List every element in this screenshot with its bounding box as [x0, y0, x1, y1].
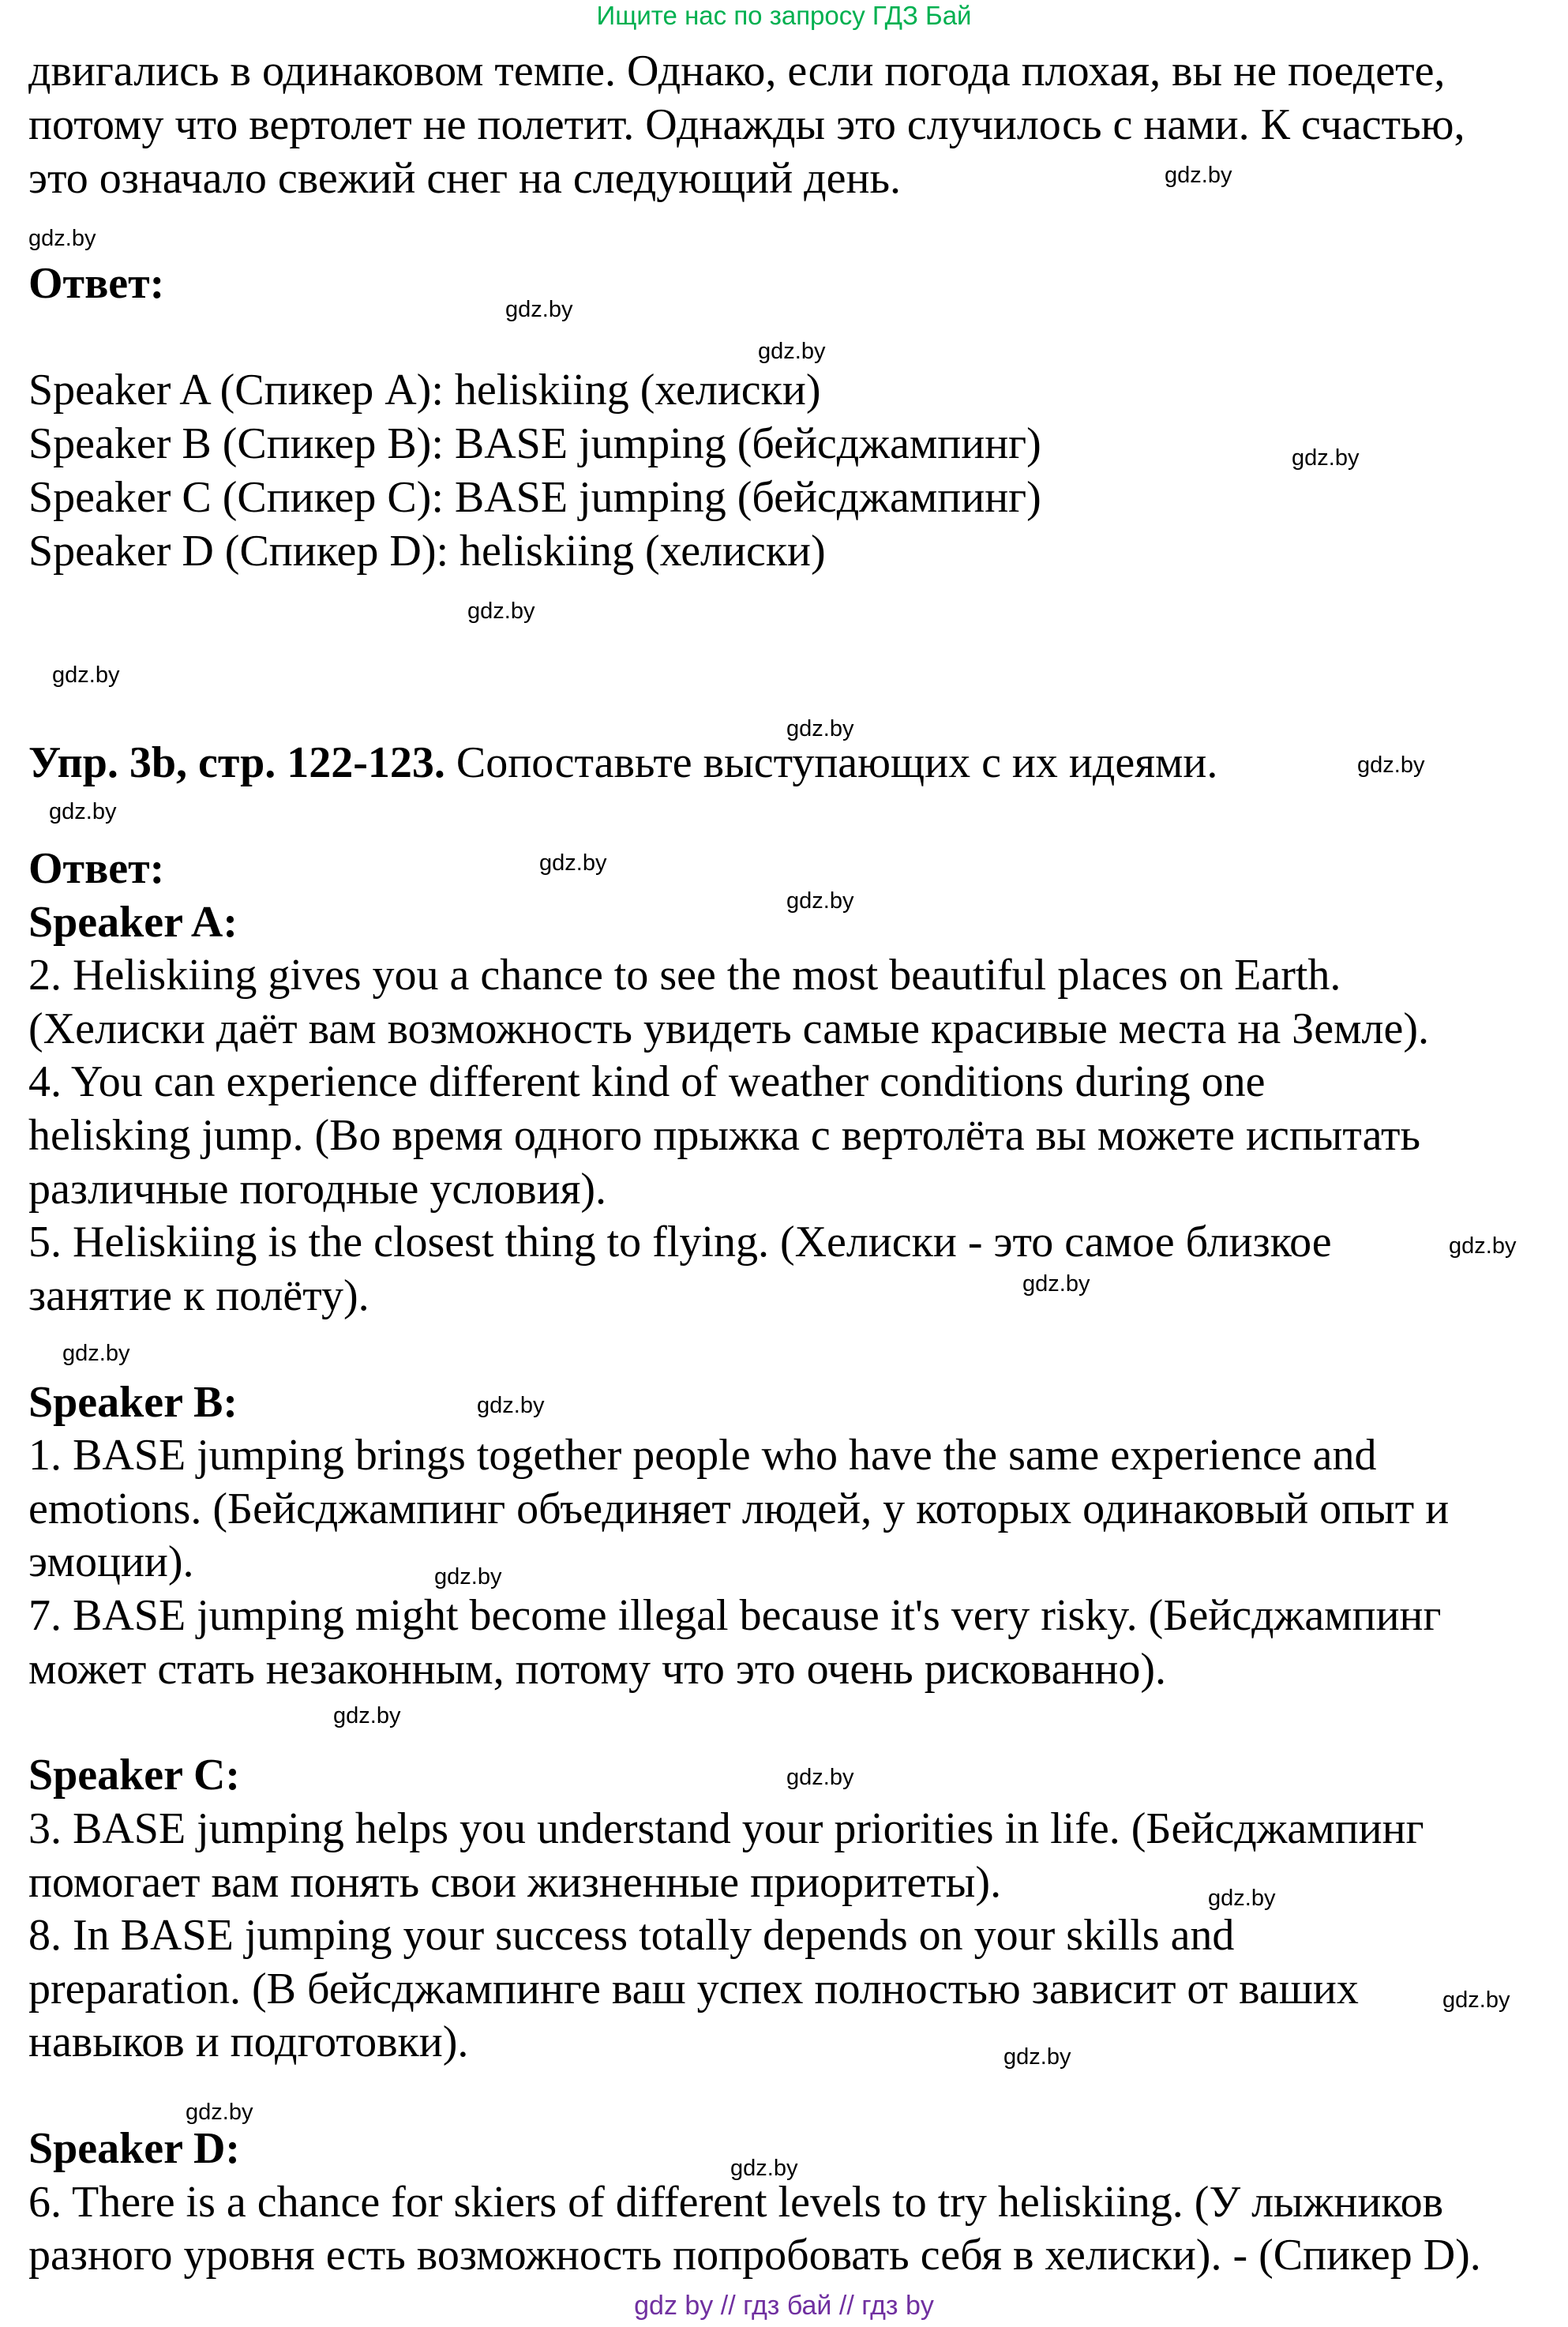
watermark: gdz.by	[1442, 1987, 1510, 2013]
watermark: gdz.by	[505, 297, 573, 322]
speaker-a-line: 2. Heliskiing gives you a chance to see the most beautiful places on Earth.	[28, 951, 1341, 1000]
speaker-d-line: 6. There is a chance for skiers of different levels to try heliskiing. (У лыжников	[28, 2178, 1444, 2227]
speaker-c-line: 3. BASE jumping helps you understand your priorities in life. (Бейсджампинг	[28, 1804, 1424, 1853]
speaker-a-line: (Хелиски даёт вам возможность увидеть самые красивые места на Земле).	[28, 1004, 1429, 1053]
answer-line: Speaker A (Спикер A): heliskiing (хелиски)	[28, 366, 821, 415]
answer-heading: Ответ:	[28, 259, 165, 308]
watermark: gdz.by	[477, 1393, 545, 1418]
watermark: gdz.by	[1208, 1886, 1276, 1911]
intro-line: потому что вертолет не полетит. Однажды это случилось с нами. К счастью,	[28, 100, 1465, 149]
speaker-d-line: разного уровня есть возможность попробовать себя в хелиски). - (Спикер D).	[28, 2231, 1481, 2280]
intro-line: двигались в одинаковом темпе. Однако, если погода плохая, вы не поедете,	[28, 47, 1446, 96]
speaker-c-line: 8. In BASE jumping your success totally depends on your skills and	[28, 1911, 1235, 1960]
watermark: gdz.by	[758, 339, 826, 364]
speaker-c-line: помогает вам понять свои жизненные приоритеты).	[28, 1858, 1002, 1907]
watermark: gdz.by	[467, 599, 535, 624]
speaker-a-heading: Speaker A:	[28, 898, 238, 947]
speaker-b-line: может стать незаконным, потому что это очень рискованно).	[28, 1645, 1167, 1694]
watermark: gdz.by	[28, 226, 96, 251]
top-banner: Ищите нас по запросу ГДЗ Бай	[596, 1, 972, 30]
exercise-title	[28, 736, 1217, 790]
watermark: gdz.by	[786, 888, 854, 914]
watermark: gdz.by	[786, 716, 854, 741]
speaker-c-heading: Speaker C:	[28, 1751, 241, 1800]
speaker-b-heading: Speaker B:	[28, 1378, 238, 1427]
watermark: gdz.by	[49, 799, 117, 824]
exercise-label: Упр. 3b, стр. 122-123.	[28, 738, 445, 787]
answer-line: Speaker B (Спикер B): BASE jumping (бейсджампинг)	[28, 419, 1041, 468]
watermark: gdz.by	[52, 662, 120, 688]
speaker-a-line: 5. Heliskiing is the closest thing to flying. (Хелиски - это самое близкое	[28, 1218, 1332, 1267]
speaker-b-line: эмоции).	[28, 1537, 194, 1586]
speaker-a-line: 4. You can experience different kind of weather conditions during one	[28, 1057, 1266, 1106]
watermark: gdz.by	[333, 1703, 401, 1728]
watermark: gdz.by	[434, 1564, 502, 1589]
bottom-banner: gdz by // гдз бай // гдз by	[634, 2291, 934, 2321]
watermark: gdz.by	[186, 2100, 253, 2125]
speaker-b-line: 1. BASE jumping brings together people who have the same experience and	[28, 1431, 1377, 1480]
watermark: gdz.by	[62, 1341, 130, 1366]
watermark: gdz.by	[730, 2156, 798, 2181]
watermark: gdz.by	[1357, 753, 1425, 778]
watermark: gdz.by	[1022, 1271, 1090, 1297]
intro-line: это означало свежий снег на следующий день.	[28, 154, 902, 203]
speaker-a-line: helisking jump. (Во время одного прыжка с вертолёта вы можете испытать	[28, 1111, 1420, 1160]
watermark: gdz.by	[539, 850, 607, 876]
speaker-c-line: preparation. (В бейсджампинге ваш успех полностью зависит от ваших	[28, 1965, 1359, 2014]
speaker-a-line: занятие к полёту).	[28, 1271, 369, 1320]
watermark: gdz.by	[1003, 2044, 1071, 2070]
watermark: gdz.by	[1165, 163, 1232, 188]
speaker-b-line: emotions. (Бейсджампинг объединяет людей, у которых одинаковый опыт и	[28, 1484, 1450, 1533]
speaker-b-line: 7. BASE jumping might become illegal because it's very risky. (Бейсджампинг	[28, 1591, 1442, 1640]
answer-heading: Ответ:	[28, 844, 165, 893]
speaker-a-line: различные погодные условия).	[28, 1165, 606, 1214]
watermark: gdz.by	[786, 1765, 854, 1790]
speaker-d-heading: Speaker D:	[28, 2124, 241, 2173]
watermark: gdz.by	[1449, 1233, 1517, 1259]
answer-line: Speaker D (Спикер D): heliskiing (хелиски)	[28, 527, 826, 576]
speaker-c-line: навыков и подготовки).	[28, 2017, 469, 2066]
answer-line: Speaker C (Спикер C): BASE jumping (бейсджампинг)	[28, 473, 1041, 522]
exercise-text: Сопоставьте выступающих с их идеями.	[445, 738, 1218, 787]
watermark: gdz.by	[1292, 445, 1360, 471]
